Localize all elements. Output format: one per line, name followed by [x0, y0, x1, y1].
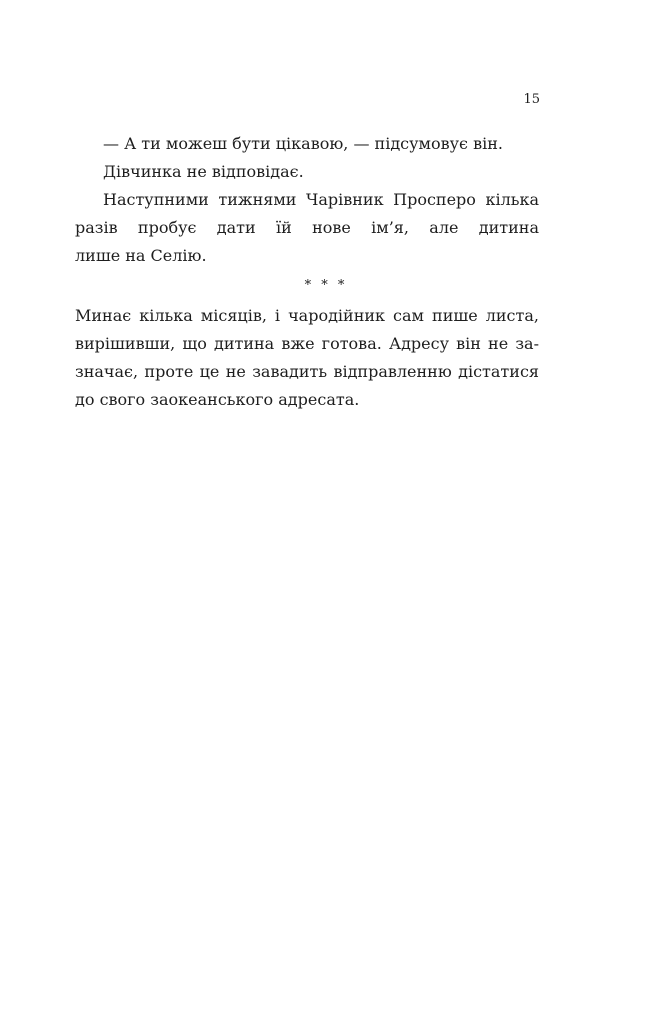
text-section-one	[75, 130, 539, 270]
paragraph-line: Дівчинка не відповідає.	[103, 162, 304, 181]
paragraph-line: разів пробує дати їй нове ім’я, але дитина	[75, 218, 539, 237]
paragraph-line: Наступними тижнями Чарівник Просперо кілька	[103, 190, 539, 209]
text-section-two	[75, 302, 539, 414]
paragraph-line: значає, проте це не завадить відправленню дістатися	[75, 362, 539, 381]
paragraph-line: — А ти можеш бути цікавою, — підсумовує він.	[103, 134, 503, 153]
paragraph-line: вирішивши, що дитина вже готова. Адресу він не за-	[75, 334, 539, 353]
paragraph-line: лише на Селію.	[75, 246, 207, 265]
page-number: 15	[523, 92, 540, 107]
section-separator: * * *	[304, 278, 348, 293]
paragraph-line: Минає кілька місяців, і чародійник сам пише листа,	[75, 306, 539, 325]
paragraph-line: до свого заокеанського адресата.	[75, 390, 360, 409]
